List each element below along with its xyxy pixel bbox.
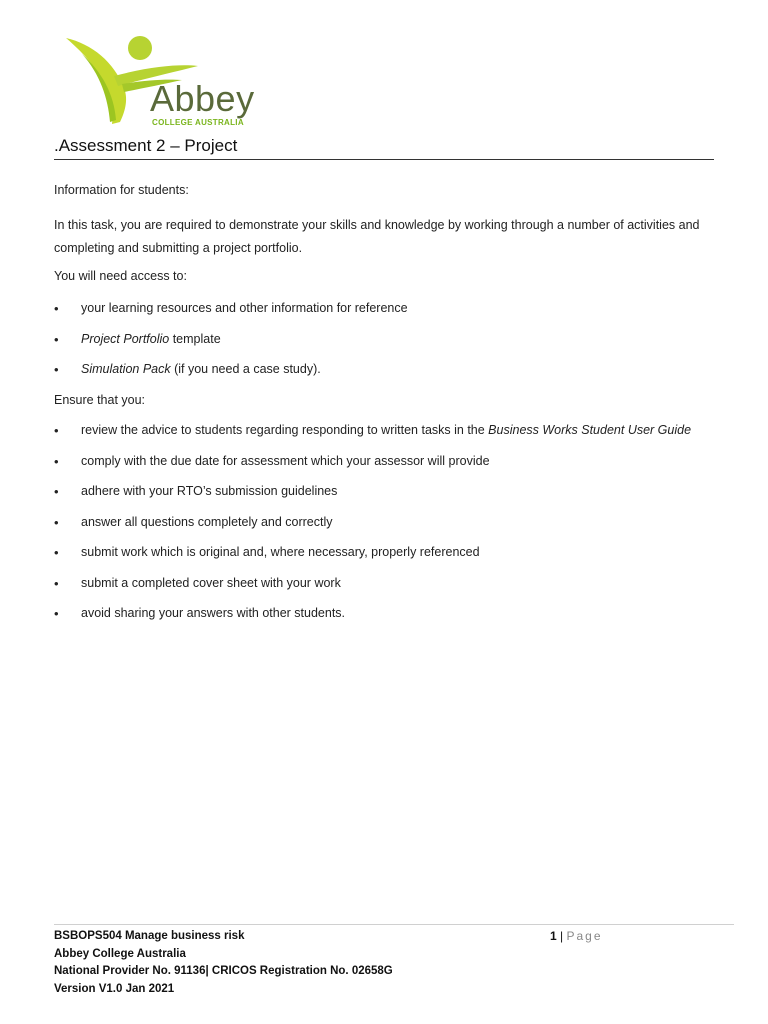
list-item: [54, 297, 734, 328]
list-item: [54, 602, 734, 633]
list-item-text: template: [169, 331, 221, 346]
list-item-text: submit a completed cover sheet with your work: [81, 575, 341, 590]
list-item: [54, 419, 734, 450]
list-item-text: review the advice to students regarding responding to written tasks in the: [81, 423, 489, 437]
list-item: [54, 480, 734, 511]
list-item: [54, 511, 734, 542]
list-item-text: (if you need a case study).: [170, 362, 321, 376]
list-item-text: adhere with your RTO’s submission guidelines: [81, 484, 338, 498]
page-number-value: 1: [550, 929, 557, 943]
list-item: [54, 328, 734, 359]
footer: [54, 928, 393, 998]
footer-divider: [54, 924, 734, 925]
list-item-italic: Simulation Pack: [81, 362, 171, 376]
list-item-text: avoid sharing your answers with other students.: [81, 606, 346, 620]
list-item: [54, 450, 734, 481]
list-item-italic: Business Works Student User Guide: [488, 423, 692, 437]
intro-paragraph: In this task, you are required to demonstrate your skills and knowledge by working through a number of activities and completing and submitting a project portfolio.: [54, 218, 700, 255]
page-separator: |: [556, 929, 567, 943]
list-item-italic: Project Portfolio: [81, 331, 170, 346]
page-number: [550, 928, 603, 945]
list-item-text: comply with the due date for assessment which your assessor will provide: [81, 453, 490, 468]
page-label: Page: [566, 929, 603, 943]
footer-college-line: Abbey College Australia: [54, 947, 186, 960]
ensure-heading: Ensure that you:: [54, 393, 146, 407]
footer-version-line: Version V1.0 Jan 2021: [54, 982, 175, 995]
ensure-list: [54, 419, 734, 633]
info-heading: Information for students:: [54, 183, 189, 197]
footer-unit-line: BSBOPS504 Manage business risk: [54, 930, 245, 942]
logo-wordmark: Abbey: [150, 78, 255, 119]
list-item: [54, 541, 734, 572]
list-item: [54, 572, 734, 603]
list-item-text: your learning resources and other information for reference: [81, 301, 408, 315]
logo-subtitle: COLLEGE AUSTRALIA: [152, 118, 244, 127]
list-item-text: answer all questions completely and correctly: [81, 514, 333, 529]
footer-provider-line: National Provider No. 91136| CRICOS Registration No. 02658G: [54, 965, 393, 977]
page-title: .Assessment 2 – Project: [54, 136, 714, 160]
access-list: [54, 297, 734, 389]
list-item-text: submit work which is original and, where necessary, properly referenced: [81, 545, 480, 559]
abbey-college-logo: [62, 32, 272, 132]
access-heading: You will need access to:: [54, 269, 187, 283]
list-item: [54, 358, 734, 389]
